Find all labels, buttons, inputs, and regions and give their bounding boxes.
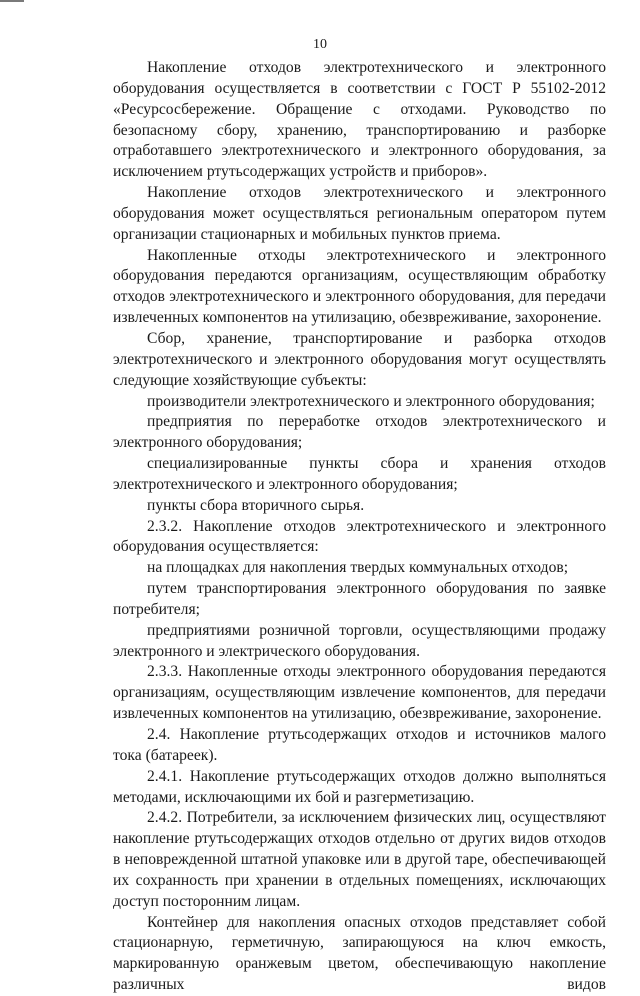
scan-corner-mark [0,0,24,8]
section-2-4-heading: 2.4. Накопление ртутьсодержащих отходов и источников малого тока (батареек). [113,726,606,764]
paragraph-regional-operator: Накопление отходов электротехнического и электронного оборудования может осуществляться региональным оператором путем организации стационарных и мобильных пунктов приема. [113,184,606,243]
paragraph-container: Контейнер для накопления опасных отходов представляет собой стационарную, герметичную, запирающуюся на ключ емкость, маркированную оранжевым цветом, обеспечивающую накопление различных видов [113,913,606,994]
section-2-3-3: 2.3.3. Накопленные отходы электронного оборудования передаются организациям, осуществляющим извлечение компонентов, для передачи извлеченных компонентов на утилизацию, обезвреживание, захоронение. [113,663,606,723]
paragraph-transfer-processing: Накопленные отходы электротехнического и электронного оборудования передаются организациям, осуществляющим обработку отходов электротехнического и электронного оборудования, для передачи извлеченных компонентов на утилизацию, обезвреживание, захоронение. [113,246,606,327]
list-item-manufacturers: производители электротехнического и электронного оборудования; [147,392,595,410]
list-item-collection-points: специализированные пункты сбора и хранения отходов электротехнического и электронного оборудования; [113,455,606,493]
document-body [113,58,606,996]
section-2-4-1: 2.4.1. Накопление ртутьсодержащих отходов должно выполняться методами, исключающими их бой и разгерметизацию. [113,767,606,806]
list-item-recyclables-points: пункты сбора вторичного сырья. [147,496,365,514]
page-number: 10 [313,37,327,52]
section-2-4-2: 2.4.2. Потребители, за исключением физических лиц, осуществляют накопление ртутьсодержащих отходов отдельно от других видов отходов в неповрежденной штатной упаковке или в другой таре, обеспечивающей их сохранность при хранении в отдельных помещениях, исключающих доступ посторонним лицам. [113,809,606,910]
paragraph-entities-intro: Сбор, хранение, транспортирование и разборка отходов электротехнического и электронного оборудования могут осуществлять следующие хозяйствующие субъекты: [113,329,606,389]
paragraph-gost: Накопление отходов электротехнического и электронного оборудования осуществляется в соответствии с ГОСТ Р 55102-2012 «Ресурсосбережение. Обращение с отходами. Руководство по безопасному сбору, хранению, транспортированию и разборке отработавшего электротехнического и электронного оборудования, за исключением ртутьсодержащих устройств и приборов». [113,59,606,181]
list-item-transport-by-request: путем транспортирования электронного оборудования по заявке потребителя; [113,580,606,618]
list-item-processing-enterprises: предприятия по переработке отходов электротехнического и электронного оборудования; [113,413,606,452]
section-2-3-2: 2.3.2. Накопление отходов электротехнического и электронного оборудования осуществляется: [113,517,606,556]
list-item-waste-sites: на площадках для накопления твердых коммунальных отходов; [147,559,569,577]
list-item-retail: предприятиями розничной торговли, осуществляющими продажу электронного и электрического оборудования. [113,621,606,660]
